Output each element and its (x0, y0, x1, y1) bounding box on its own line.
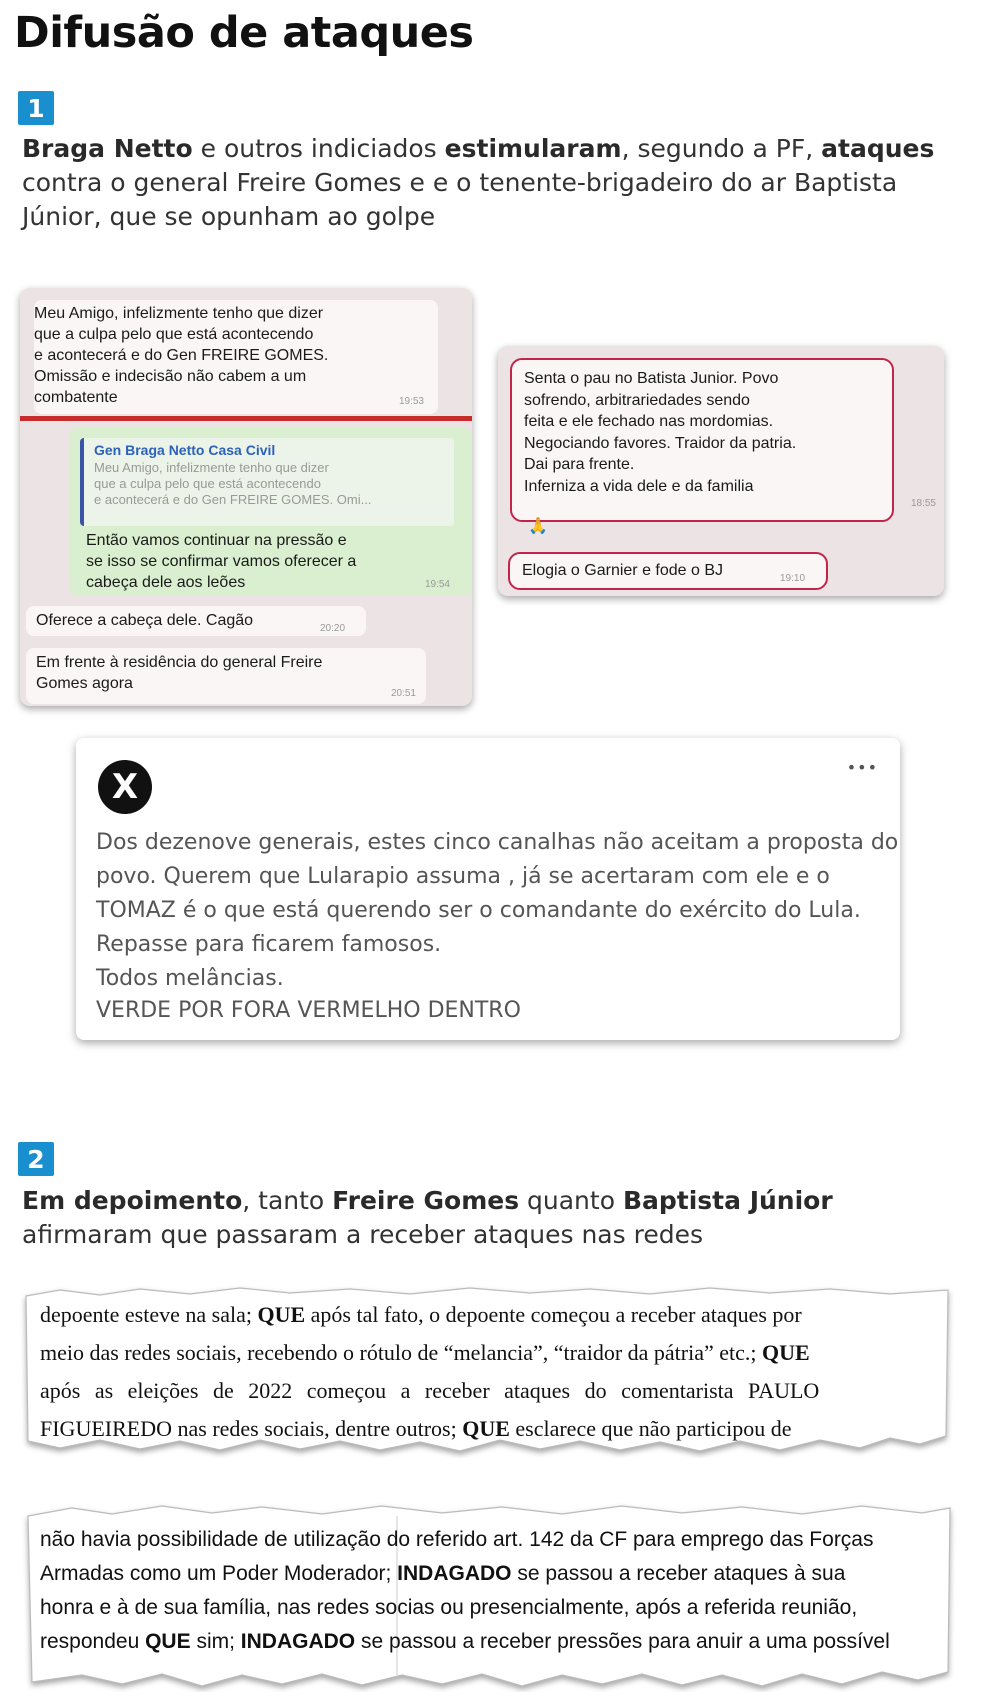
doc-line: FIGUEIREDO nas redes sociais, dentre outros; QUE esclarece que não participou de (40, 1416, 792, 1441)
chat-screenshot-2 (498, 346, 944, 596)
doc-line: honra e à de sua família, nas redes socias ou presencialmente, após a referida reunião, (40, 1596, 858, 1619)
message-time: 20:51 (390, 688, 416, 699)
section-2-badge: 2 (18, 1142, 54, 1176)
section-1-badge: 1 (18, 91, 54, 125)
quote-line: que a culpa pelo que está acontecendo (94, 476, 321, 491)
chat-message-highlighted (510, 358, 936, 522)
x-logo-icon: X (98, 760, 152, 814)
quoted-message (80, 438, 454, 526)
message-time: 20:20 (320, 623, 346, 634)
tweet-line: TOMAZ é o que está querendo ser o comandante do exército do Lula. (96, 898, 861, 923)
chat-message (26, 606, 366, 636)
reply-text: Então vamos continuar na pressão e se isso se confirmar vamos oferecer a cabeça dele aos leões (86, 532, 357, 591)
highlight-divider (20, 416, 472, 421)
message-text: Senta o pau no Batista Junior. Povo sofrendo, arbitrariedades sendo feita e ele fechado nas mordomias. Negociando favores. Traidor da patria. Dai para frente. Inferniza a vida dele e da familia (524, 370, 797, 495)
section-2-lead: Em depoimento, tanto Freire Gomes quanto Baptista Júnior afirmaram que passaram a receber ataques nas redes (22, 1186, 833, 1249)
section-1-lead: Braga Netto e outros indiciados estimularam, segundo a PF, ataques contra o general Freire Gomes e e o tenente-brigadeiro do ar Baptista Júnior, que se opunham ao golpe (22, 134, 935, 231)
chat-message (34, 300, 438, 414)
tweet-line: Todos melâncias. (96, 966, 284, 991)
deposition-excerpt-1 (26, 1296, 948, 1446)
message-text: Elogia o Garnier e fode o BJ (522, 562, 724, 579)
message-text: Em frente à residência do general Freire Gomes agora (36, 654, 323, 692)
tweet-card (76, 738, 900, 1040)
message-time: 19:53 (398, 396, 424, 407)
tweet-line: Repasse para ficarem famosos. (96, 932, 442, 957)
doc-line: não havia possibilidade de utilização do referido art. 142 da CF para emprego das Forças (40, 1528, 874, 1551)
tweet-line: VERDE POR FORA VERMELHO DENTRO (96, 998, 521, 1023)
reaction-emoji: 🙏 (528, 518, 548, 535)
message-time: 19:10 (780, 573, 806, 584)
message-text: Meu Amigo, infelizmente tenho que dizer que a culpa pelo que está acontecendo e acontecerá e do Gen FREIRE GOMES. Omissão e indecisão não cabem a um combatente (34, 305, 329, 406)
message-time: 19:54 (424, 579, 450, 590)
doc-line: respondeu QUE sim; INDAGADO se passou a receber pressões para anuir a uma possível (40, 1630, 890, 1653)
tweet-line: povo. Querem que Lularapio assuma , já se acertaram com ele e o (96, 864, 830, 889)
doc-line: meio das redes sociais, recebendo o rótulo de “melancia”, “traidor da pátria” etc.; QUE (40, 1340, 810, 1365)
chat-message-highlighted (508, 552, 828, 590)
doc-line: depoente esteve na sala; QUE após tal fato, o depoente começou a receber ataques por (40, 1302, 802, 1327)
tweet-line: Dos dezenove generais, estes cinco canalhas não aceitam a proposta do (96, 830, 899, 855)
doc-line: após as eleições de 2022 começou a receber ataques do comentarista PAULO (40, 1378, 820, 1403)
chat-message (26, 648, 426, 704)
quote-line: Meu Amigo, infelizmente tenho que dizer (94, 460, 329, 475)
more-options-icon[interactable]: ••• (846, 758, 878, 777)
deposition-excerpt-2 (26, 1522, 948, 1672)
quote-line: e acontecerá e do Gen FREIRE GOMES. Omi... (94, 492, 372, 507)
message-text: Oferece a cabeça dele. Cagão (36, 612, 254, 629)
page-title: Difusão de ataques (14, 8, 474, 58)
reply-bubble (70, 428, 472, 596)
chat-screenshot-1 (20, 288, 472, 706)
message-time: 18:55 (910, 497, 936, 509)
doc-line: Armadas como um Poder Moderador; INDAGADO se passou a receber ataques à sua (40, 1562, 846, 1585)
quote-author: Gen Braga Netto Casa Civil (94, 442, 276, 458)
